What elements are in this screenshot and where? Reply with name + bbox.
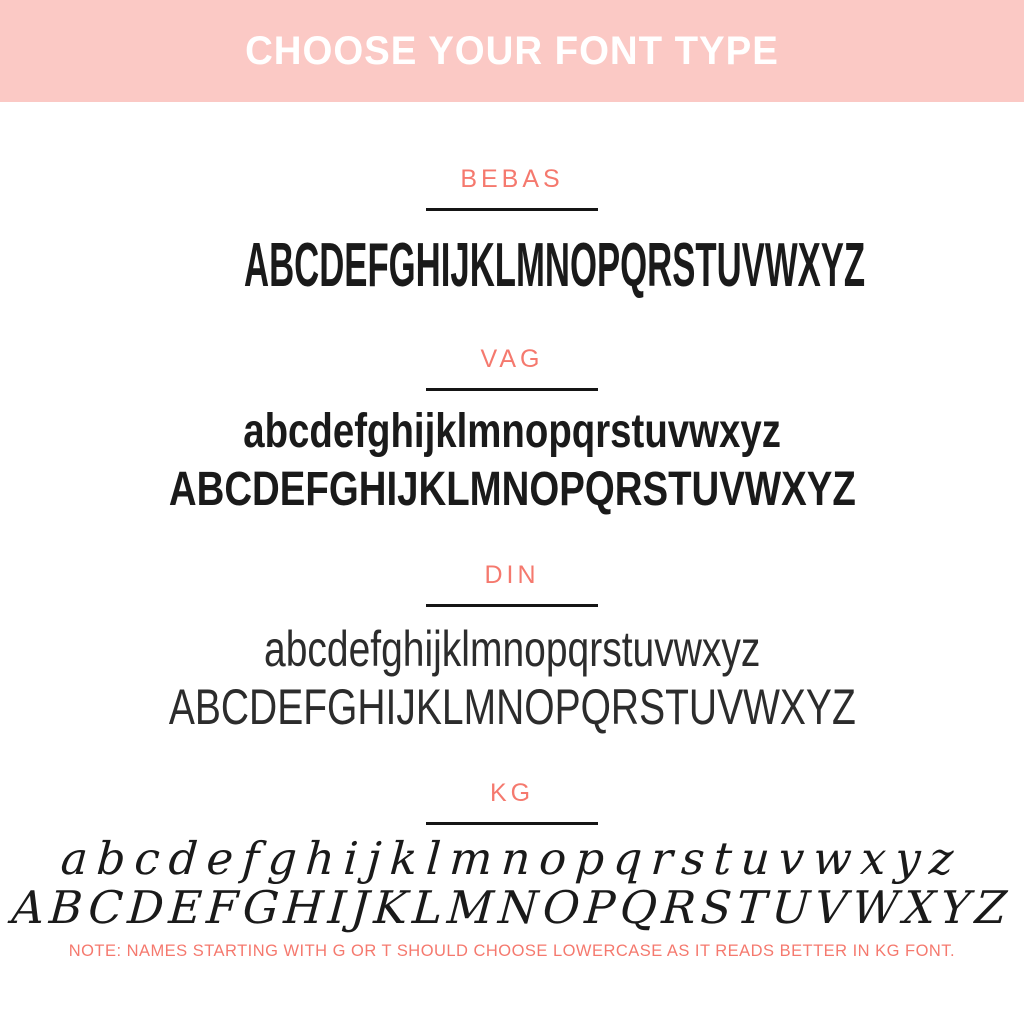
font-section-vag — [0, 344, 1024, 516]
kg-lowercase-sample: abcdefghijklmnopqrstuvwxyz — [59, 831, 965, 885]
vag-uppercase-sample: ABCDEFGHIJKLMNOPQRSTUVWXYZ — [168, 463, 856, 517]
kg-font-note: NOTE: NAMES STARTING WITH G OR T SHOULD CHOOSE LOWERCASE AS IT READS BETTER IN KG FONT. — [68, 941, 956, 961]
font-section-din — [0, 560, 1024, 734]
font-section-kg — [0, 778, 1024, 935]
font-section-bebas — [0, 164, 1024, 298]
section-divider-line — [426, 822, 598, 825]
font-name-label-kg: KG — [489, 778, 535, 807]
header-banner — [0, 0, 1024, 102]
bebas-uppercase-sample: ABCDEFGHIJKLMNOPQRSTUVWXYZ — [244, 231, 866, 300]
font-name-label-din: DIN — [484, 560, 540, 589]
din-lowercase-sample: abcdefghijklmnopqrstuvwxyz — [263, 620, 761, 677]
page-title: CHOOSE YOUR FONT TYPE — [245, 28, 779, 73]
kg-uppercase-sample: ABCDEFGHIJKLMNOPQRSTUVWXYZ — [10, 881, 1014, 935]
font-name-label-bebas: BEBAS — [460, 165, 564, 193]
vag-lowercase-sample: abcdefghijklmnopqrstuvwxyz — [243, 405, 781, 459]
din-uppercase-sample: ABCDEFGHIJKLMNOPQRSTUVWXYZ — [168, 679, 856, 736]
font-name-label-vag: VAG — [480, 345, 544, 374]
font-guide — [0, 164, 1024, 961]
section-divider-line — [426, 604, 598, 607]
section-divider-line — [426, 388, 598, 391]
section-divider-line — [426, 208, 598, 211]
